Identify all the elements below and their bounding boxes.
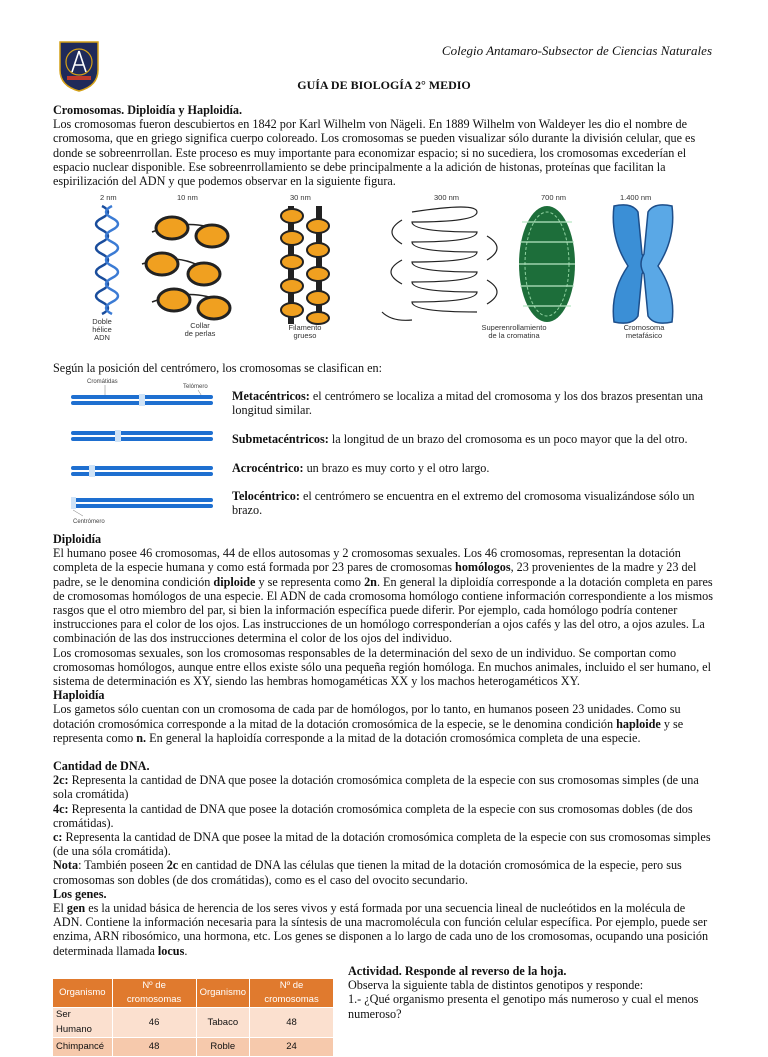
coiled-loops-drawing (382, 207, 497, 320)
centromere-label: Centrómero (73, 519, 105, 525)
acrocentric-chromosome (71, 465, 213, 477)
genes-heading: Los genes. (53, 886, 107, 901)
beads-on-string-drawing (142, 217, 230, 319)
type-desc: la longitud de un brazo del cromosoma es un poco mayor que la del otro. (328, 432, 688, 446)
dna-amount-item: c: Representa la cantidad de DNA que posee la mitad de la dotación cromosómica completa de la especie con sus cromosomas simples (de una sóla cromátida). (53, 830, 711, 859)
table-cell: 48 (250, 1008, 334, 1037)
diploidia-paragraph-2: Los cromosomas sexuales, son los cromosomas responsables de la determinación del sexo de un individuo. Se comportan como cromosomas homólogos, aunque entre ellos existe sólo una pequeña región homóloga. En muchos animales, incluido el ser humano, el sistema de determinación es XY, siendo las hembras homogaméticas XX y los machos heterogaméticos XY. (53, 645, 711, 689)
type-submetacentric (232, 432, 712, 446)
chromosome-count-table (52, 978, 334, 1057)
scale-label: 700 nm (541, 193, 567, 202)
scale-label: 1.400 nm (620, 193, 652, 202)
type-desc: el centrómero se encuentra en el extremo del cromosoma visualizándose sólo un brazo. (232, 489, 695, 518)
table-header-row (53, 979, 334, 1008)
centromere-position-diagram (63, 374, 223, 526)
activity-heading: Actividad. Responde al reverso de la hoja. (348, 964, 567, 978)
table-cell: 24 (250, 1037, 334, 1056)
stage-caption: ADN (94, 333, 110, 342)
table-cell: 48 (112, 1037, 196, 1056)
condensed-chromatin-drawing (519, 206, 575, 322)
dna-amount-heading: Cantidad de DNA. (53, 759, 150, 774)
main-text-section (53, 532, 715, 958)
type-telocentric (232, 489, 712, 517)
scale-label: 2 nm (100, 193, 117, 202)
haploidia-heading: Haploidía (53, 688, 105, 703)
dna-amount-item: 2c: Representa la cantidad de DNA que posee la dotación cromosómica completa de la especie con sus cromosomas simples (de una sola cromátida) (53, 773, 699, 802)
table-cell: 46 (112, 1008, 196, 1037)
table-cell: Roble (196, 1037, 249, 1056)
metaphase-chromosome-drawing (613, 205, 672, 323)
activity-instruction: Observa la siguiente tabla de distintos genotipos y responde: (348, 978, 644, 993)
metacentric-chromosome (71, 394, 213, 406)
diploidia-paragraph-1: El humano posee 46 cromosomas, 44 de ellos autosomas y 2 cromosomas sexuales. Los 46 cromosomas, representan la dotación completa de la especie humana y como está formada por 23 pares de cromosomas homólogos, 23 provenientes de la madre y 23 del padre, se le denomina condición diploide y se representa como 2n. En general la diploidía corresponde a la dotación completa en pares de cromosomas homólogos de una especie. El ADN de cada cromosoma homólogo contiene información correspondiente a los mismos rasgos que el otro miembro del par, si bien la información específica puede diferir. Por ejemplo, cada homólogo podría contener instrucciones para el color de los ojos. Las instrucciones de un homólogo corresponderían a ojos cafés y las del otro, a ojos azules. La combinación de las dos instrucciones determina el color de los ojos del individuo. (53, 546, 713, 646)
double-helix-drawing (96, 206, 118, 314)
column-header: Organismo (196, 979, 249, 1008)
submetacentric-chromosome (71, 430, 213, 442)
guide-title: GUÍA DE BIOLOGÍA 2° MEDIO (297, 78, 471, 92)
telocentric-chromosome (71, 497, 213, 509)
scale-label: 30 nm (290, 193, 311, 202)
table-cell: Tabaco (196, 1008, 249, 1037)
table-row (53, 1008, 334, 1037)
scale-label: 300 nm (434, 193, 460, 202)
classification-intro: Según la posición del centrómero, los cromosomas se clasifican en: (53, 361, 382, 375)
table-cell: Ser Humano (53, 1008, 113, 1037)
intro-heading: Cromosomas. Diploidía y Haploidía. (53, 103, 243, 117)
stage-caption: Doble (92, 317, 112, 326)
scale-label: 10 nm (177, 193, 198, 202)
type-metacentric (232, 389, 712, 417)
column-header: Organismo (53, 979, 113, 1008)
thick-fiber-drawing (281, 206, 329, 324)
stage-caption: de perlas (184, 329, 216, 338)
stage-caption: Collar (190, 321, 210, 330)
type-acrocentric (232, 461, 712, 475)
type-desc: un brazo es muy corto y el otro largo. (303, 461, 490, 475)
type-name: Telocéntrico: (232, 489, 300, 503)
type-name: Submetacéntricos: (232, 432, 329, 446)
dna-compaction-figure (82, 192, 682, 344)
haploidia-paragraph: Los gametos sólo cuentan con un cromosoma de cada par de homólogos, por lo tanto, en humanos poseen 23 unidades. Como su dotación cromosómica corresponde a la mitad de la dotación cromosómica de la especie, se le denomina condición haploide y se representa como n. En general la haploidía corresponde a la mitad de la dotación cromosómica completa de una especie. (53, 702, 684, 745)
column-header: Nº de cromosomas (250, 979, 334, 1008)
stage-caption: grueso (293, 331, 317, 340)
stage-caption: hélice (92, 325, 112, 334)
diploidia-heading: Diploidía (53, 532, 102, 546)
intro-section (53, 103, 715, 188)
stage-caption: Cromosoma (623, 323, 665, 332)
dna-amount-note: Nota: También poseen 2c en cantidad de DNA las células que tienen la mitad de la dotación cromosómica de la especie, pero sus cromosomas son dobles (de dos cromátidas), como es el caso del ovocito secundario. (53, 858, 682, 887)
dna-amount-item: 4c: Representa la cantidad de DNA que posee la dotación cromosómica completa de la especie con sus cromosomas dobles (de dos cromátidas). (53, 801, 693, 830)
school-name: Colegio Antamaro-Subsector de Ciencias Naturales (441, 43, 712, 58)
type-name: Metacéntricos: (232, 389, 310, 403)
column-header: Nº de cromosomas (112, 979, 196, 1008)
stage-caption: Superenrollamiento (481, 323, 547, 332)
intro-body: Los cromosomas fueron descubiertos en 1842 por Karl Wilhelm von Nägeli. En 1889 Wilhelm von Waldeyer les dio el nombre de cromosoma, que en griego significa cuerpo coloreado. Los cromosomas se pueden visualizar sólo durante la división celular, que es donde se sobreenrrollan. Este proceso es muy importante para economizar espacio; si no sucediera, los cromosomas excederían el espacio nuclear disponible. Ese sobreenrrollamiento se debe principalmente a la adición de histonas, proteínas que facilitan la espirilización del ADN y que podemos observar en la siguiente figura. (53, 117, 696, 189)
genes-paragraph: El gen es la unidad básica de herencia de los seres vivos y está formada por una secuencia lineal de nucleótidos en la molécula de ADN. Contiene la información necesaria para la síntesis de una macromolécula con función celular específica. Por ejemplo, puede ser enzima, ARN ribosómico, una hormona, etc. Los genes se disponen a lo largo de cada uno de los cromosomas, ocupando una posición determinada llamada locus. (53, 901, 709, 958)
stage-caption: de la cromatina (488, 331, 540, 340)
stage-caption: metafásico (625, 331, 663, 340)
type-name: Acrocéntrico: (232, 461, 304, 475)
stage-caption: Filamento (288, 323, 322, 332)
table-cell: Chimpancé (53, 1037, 113, 1056)
table-row (53, 1037, 334, 1056)
activity-section (348, 964, 718, 1021)
telomere-label: Telómero (183, 384, 208, 390)
chromatids-label: Cromátidas (87, 379, 118, 385)
activity-question: 1.- ¿Qué organismo presenta el genotipo más numeroso y cual el menos numeroso? (348, 992, 699, 1021)
type-desc: el centrómero se localiza a mitad del cromosoma y los dos brazos presentan una longitud similar. (232, 389, 704, 418)
